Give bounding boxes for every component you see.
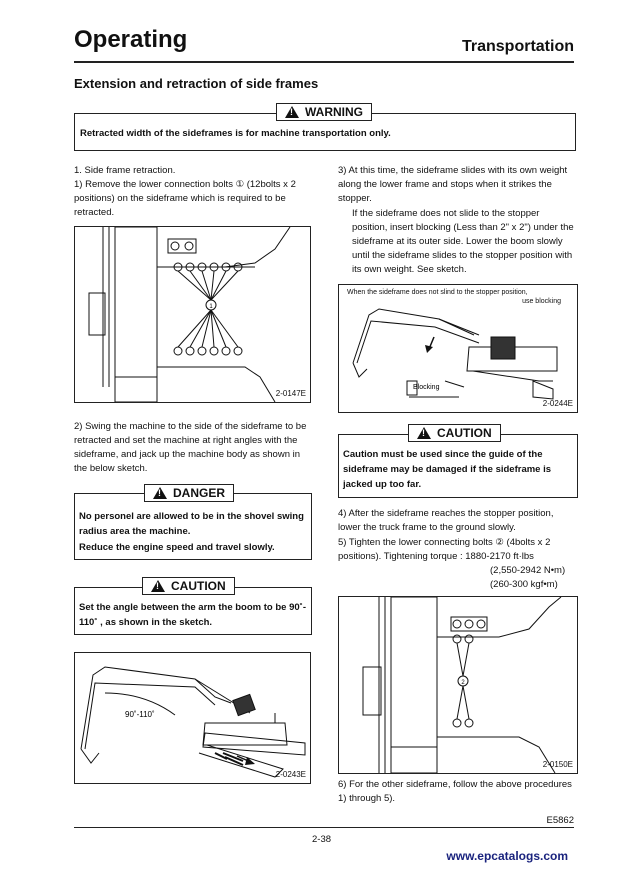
footer-code: E5862 [546, 815, 574, 826]
figure-3-code: 2-0244E [542, 399, 573, 408]
step-1-1: 1) Remove the lower connection bolts ① (12bolts x 2 positions) on the sideframe which is required to be retracted. [74, 179, 296, 218]
fig2-angle-label: 90˚-110˚ [125, 710, 155, 719]
caution-icon-left [151, 580, 165, 592]
figure-4 [338, 596, 578, 774]
step-5a: 5) Tighten the lower connecting bolts ② (4bolts x 2 positions). Tightening torque : 1880-2170 ft·lbs [338, 537, 551, 562]
figure-2 [74, 652, 311, 784]
figure-1 [74, 226, 311, 403]
figure-2-code: 2-0243E [275, 770, 306, 779]
warning-icon [285, 106, 299, 118]
figure-1-code: 2-0147E [275, 389, 306, 398]
page-title: Operating [74, 26, 188, 53]
danger-label: DANGER [173, 486, 226, 500]
figure-2-drawing [75, 653, 310, 783]
fig3-blocking-label: Blocking [413, 384, 440, 391]
step-3b: If the sideframe does not slide to the stopper position, insert blocking (Less than 2" x 2") under the sideframe at its outer side. Lower the boom slowly until the sideframe slides to the stopper position with its own weight. See sketch. [352, 208, 574, 275]
step-4: 4) After the sideframe reaches the stopper position, lower the truck frame to the ground slowly. [338, 508, 554, 533]
fig1-bolt-mark: 1 [209, 304, 213, 310]
warning-text: Retracted width of the sideframes is for machine transportation only. [80, 128, 391, 139]
figure-1-drawing [75, 227, 310, 402]
danger-line-2: Reduce the engine speed and travel slowly. [79, 542, 275, 553]
caution-text-left: Set the angle between the arm the boom to be 90˚- 110˚ , as shown in the sketch. [79, 602, 306, 628]
caution-icon-right [417, 427, 431, 439]
warning-label: WARNING [305, 105, 363, 119]
danger-banner [144, 484, 234, 502]
danger-icon [153, 487, 167, 499]
danger-box [74, 493, 312, 560]
caution-text-right: Caution must be used since the guide of the sideframe may be damaged if the sideframe is jacked up too far. [343, 449, 552, 490]
step-1-2: 2) Swing the machine to the side of the sideframe to be retracted and set the machine at right angles with the sideframe, and jack up the machine body as shown in the below sketch. [74, 421, 307, 474]
page-number: 2-38 [312, 834, 332, 845]
step-1: 1. Side frame retraction. [74, 165, 176, 176]
caution-label-right: CAUTION [437, 426, 492, 440]
subtitle: Extension and retraction of side frames [74, 76, 319, 91]
danger-line-1: No personel are allowed to be in the shovel swing radius area the machine. [79, 511, 304, 537]
footer-rule [74, 827, 574, 828]
step-5c: (260-300 kgf•m) [490, 579, 558, 590]
fig3-note-2: use blocking [522, 298, 561, 305]
figure-3 [338, 284, 578, 413]
fig3-note-1: When the sideframe does not slind to the stopper position, [347, 289, 528, 296]
header-rule [74, 61, 574, 63]
step-6: 6) For the other sideframe, follow the above procedures 1) through 5). [338, 779, 572, 804]
figure-4-drawing [339, 597, 577, 773]
caution-label-left: CAUTION [171, 579, 226, 593]
figure-4-code: 2-0150E [542, 760, 573, 769]
warning-banner [276, 103, 372, 121]
watermark-link[interactable]: www.epcatalogs.com [446, 849, 568, 863]
step-3a: 3) At this time, the sideframe slides with its own weight along the lower frame and stops when it strikes the stopper. [338, 165, 568, 204]
fig4-bolt-mark: 2 [461, 680, 465, 686]
step-5b: (2,550-2942 N•m) [490, 565, 566, 576]
caution-banner-left [142, 577, 235, 595]
caution-banner-right [408, 424, 501, 442]
caution-box-right [338, 434, 578, 498]
section-title: Transportation [461, 38, 574, 55]
